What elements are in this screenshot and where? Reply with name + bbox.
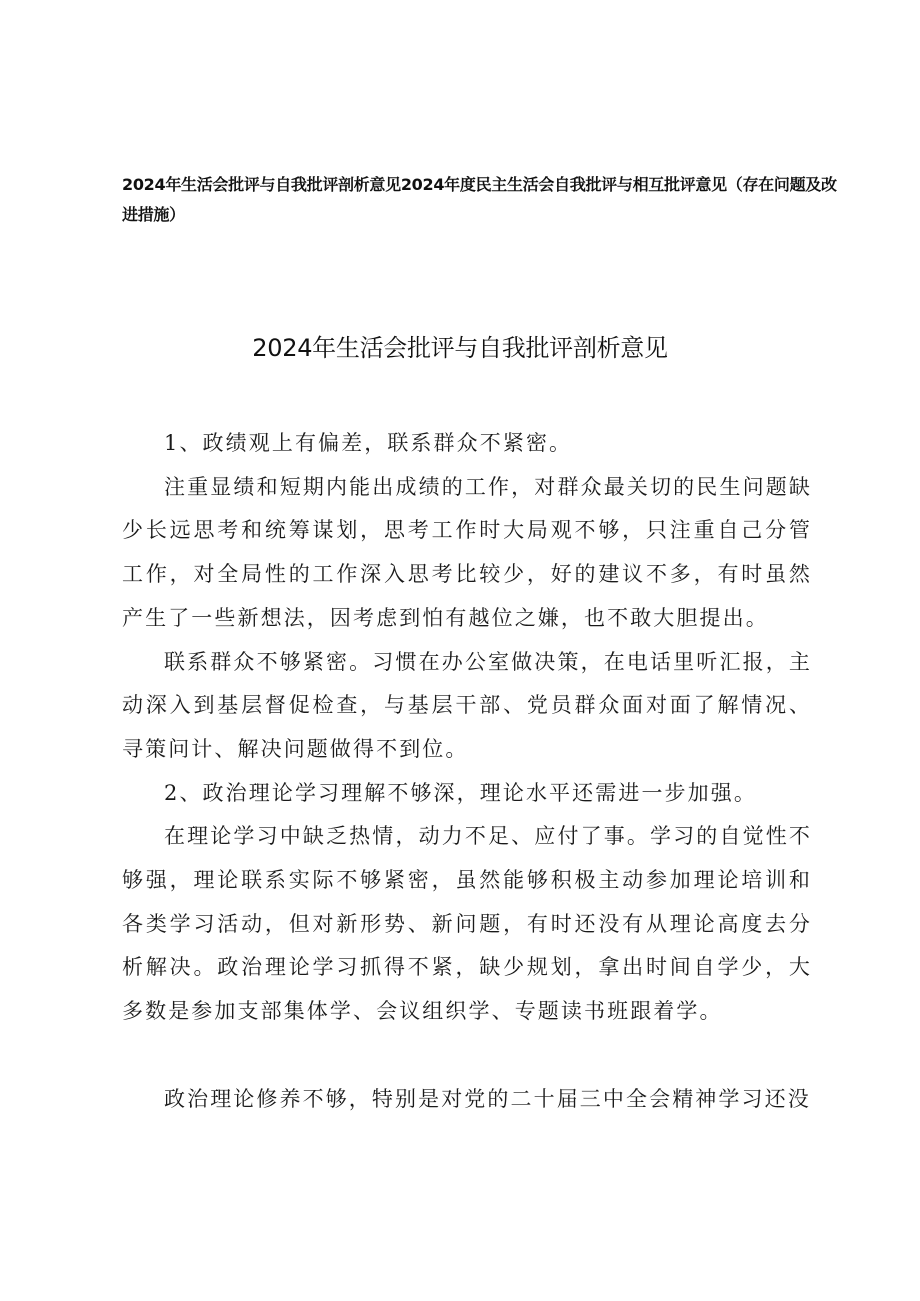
paragraph-heading-1: 1、政绩观上有偏差，联系群众不紧密。	[164, 431, 573, 455]
paragraph: 联系群众不够紧密。习惯在办公室做决策，在电话里听汇报，主动深入到基层督促检查，与基层干部、党员群众面对面了解情况、寻策问计、解决问题做得不到位。	[122, 649, 812, 761]
document-header: 2024年生活会批评与自我批评剖析意见2024年度民主生活会自我批评与相互批评意见（存在问题及改进措施）	[122, 175, 837, 224]
document-title: 2024年生活会批评与自我批评剖析意见	[252, 334, 668, 362]
paragraph: 注重显绩和短期内能出成绩的工作，对群众最关切的民生问题缺少长远思考和统筹谋划，思考工作时大局观不够，只注重自己分管工作，对全局性的工作深入思考比较少，好的建议不多，有时虽然产生了一些新想法，因考虑到怕有越位之嫌，也不敢大胆提出。	[122, 474, 812, 630]
paragraph: 在理论学习中缺乏热情，动力不足、应付了事。学习的自觉性不够强，理论联系实际不够紧密，虽然能够积极主动参加理论培训和各类学习活动，但对新形势、新问题，有时还没有从理论高度去分析解决。政治理论学习抓得不紧，缺少规划，拿出时间自学少，大多数是参加支部集体学、会议组织学、专题读书班跟着学。	[122, 824, 812, 1024]
paragraph-heading-2: 2、政治理论学习理解不够深，理论水平还需进一步加强。	[164, 780, 757, 805]
paragraph: 政治理论修养不够，特别是对党的二十届三中全会精神学习还没	[164, 1086, 811, 1111]
document-body	[122, 422, 812, 1121]
